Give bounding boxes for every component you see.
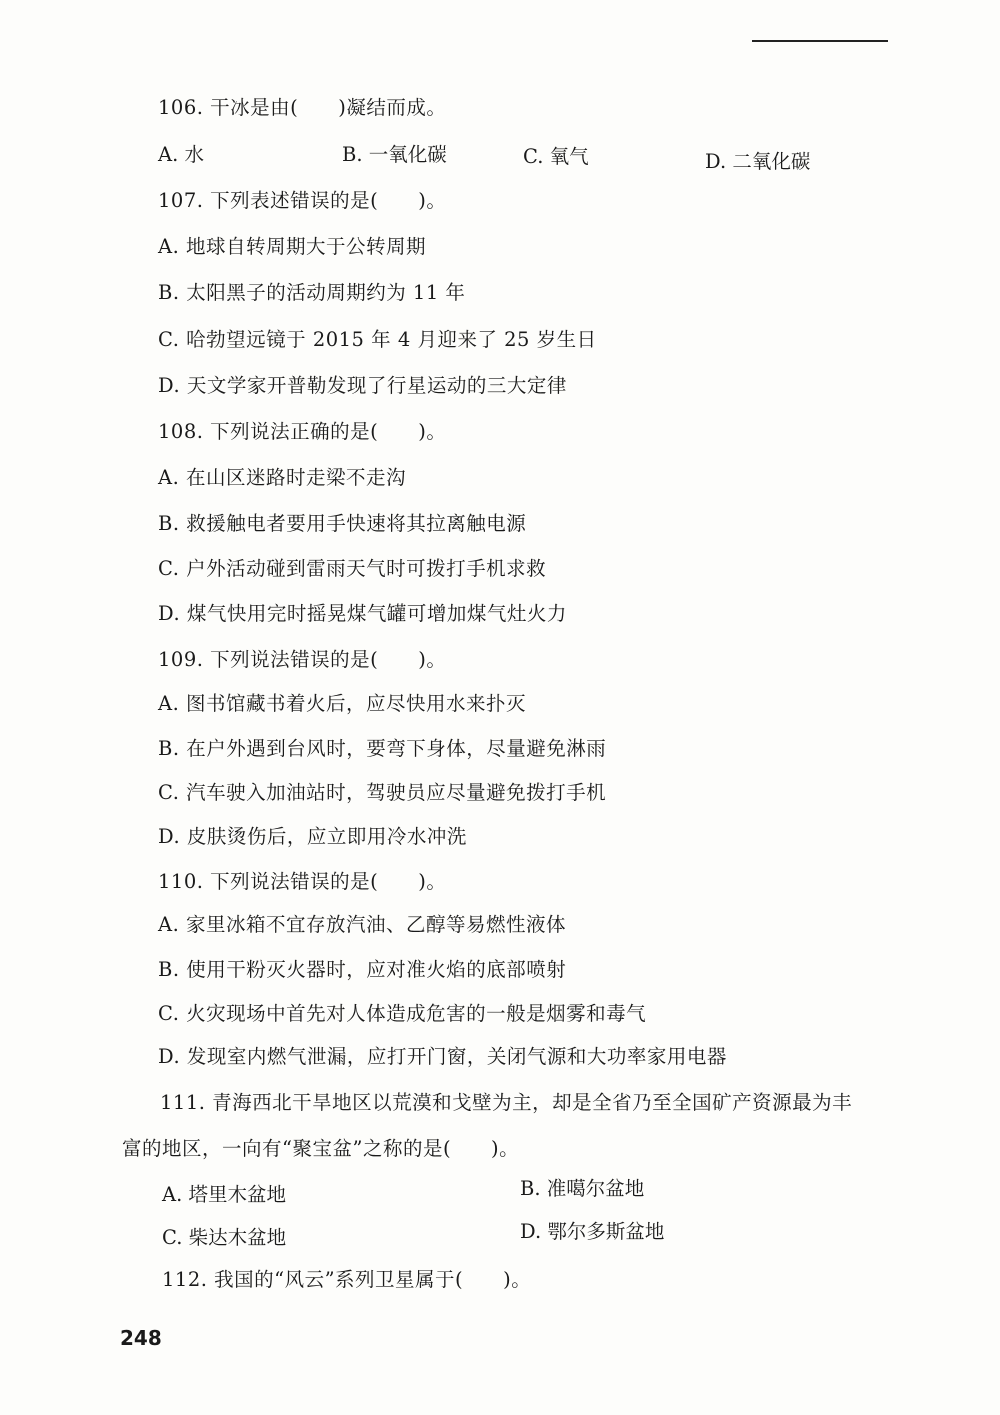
question-112-stem: 112. 我国的“风云”系列卫星属于( )。 bbox=[162, 1268, 532, 1291]
question-109-option-a: A. 图书馆藏书着火后，应尽快用水来扑灭 bbox=[158, 692, 526, 715]
question-108-stem: 108. 下列说法正确的是( )。 bbox=[158, 420, 447, 443]
question-107-stem: 107. 下列表述错误的是( )。 bbox=[158, 189, 447, 212]
question-108-option-a: A. 在山区迷路时走梁不走沟 bbox=[158, 466, 406, 489]
question-106-stem: 106. 干冰是由( )凝结而成。 bbox=[158, 96, 447, 119]
page-number: 248 bbox=[120, 1326, 162, 1350]
question-110-option-b: B. 使用干粉灭火器时，应对准火焰的底部喷射 bbox=[158, 958, 567, 981]
question-109-option-b: B. 在户外遇到台风时，要弯下身体，尽量避免淋雨 bbox=[158, 737, 607, 760]
question-108-option-c: C. 户外活动碰到雷雨天气时可拨打手机求救 bbox=[158, 557, 547, 580]
question-110-option-a: A. 家里冰箱不宜存放汽油、乙醇等易燃性液体 bbox=[158, 913, 566, 936]
question-110-option-d: D. 发现室内燃气泄漏，应打开门窗，关闭气源和大功率家用电器 bbox=[158, 1045, 727, 1068]
question-111-option-c: C. 柴达木盆地 bbox=[162, 1226, 287, 1249]
question-106-option-d: D. 二氧化碳 bbox=[705, 150, 811, 173]
question-107-option-c: C. 哈勃望远镜于 2015 年 4 月迎来了 25 岁生日 bbox=[158, 328, 597, 351]
question-111-option-a: A. 塔里木盆地 bbox=[162, 1183, 286, 1206]
question-111-option-d: D. 鄂尔多斯盆地 bbox=[520, 1220, 665, 1243]
question-109-option-c: C. 汽车驶入加油站时，驾驶员应尽量避免拨打手机 bbox=[158, 781, 607, 804]
question-110-stem: 110. 下列说法错误的是( )。 bbox=[158, 870, 447, 893]
question-111-stem-line-1: 111. 青海西北干旱地区以荒漠和戈壁为主，却是全省乃至全国矿产资源最为丰 bbox=[160, 1091, 853, 1114]
question-111-option-b: B. 准噶尔盆地 bbox=[520, 1177, 645, 1200]
question-110-option-c: C. 火灾现场中首先对人体造成危害的一般是烟雾和毒气 bbox=[158, 1002, 647, 1025]
question-109-option-d: D. 皮肤烫伤后，应立即用冷水冲洗 bbox=[158, 825, 467, 848]
question-107-option-a: A. 地球自转周期大于公转周期 bbox=[158, 235, 426, 258]
question-106-option-a: A. 水 bbox=[158, 143, 204, 166]
question-107-option-b: B. 太阳黑子的活动周期约为 11 年 bbox=[158, 281, 466, 304]
question-111-stem-line-2: 富的地区，一向有“聚宝盆”之称的是( )。 bbox=[122, 1137, 520, 1160]
question-106-option-b: B. 一氧化碳 bbox=[342, 143, 447, 166]
question-107-option-d: D. 天文学家开普勒发现了行星运动的三大定律 bbox=[158, 374, 567, 397]
header-rule bbox=[752, 40, 888, 42]
question-108-option-d: D. 煤气快用完时摇晃煤气罐可增加煤气灶火力 bbox=[158, 602, 567, 625]
question-109-stem: 109. 下列说法错误的是( )。 bbox=[158, 648, 447, 671]
question-108-option-b: B. 救援触电者要用手快速将其拉离触电源 bbox=[158, 512, 527, 535]
question-106-option-c: C. 氧气 bbox=[523, 145, 589, 168]
